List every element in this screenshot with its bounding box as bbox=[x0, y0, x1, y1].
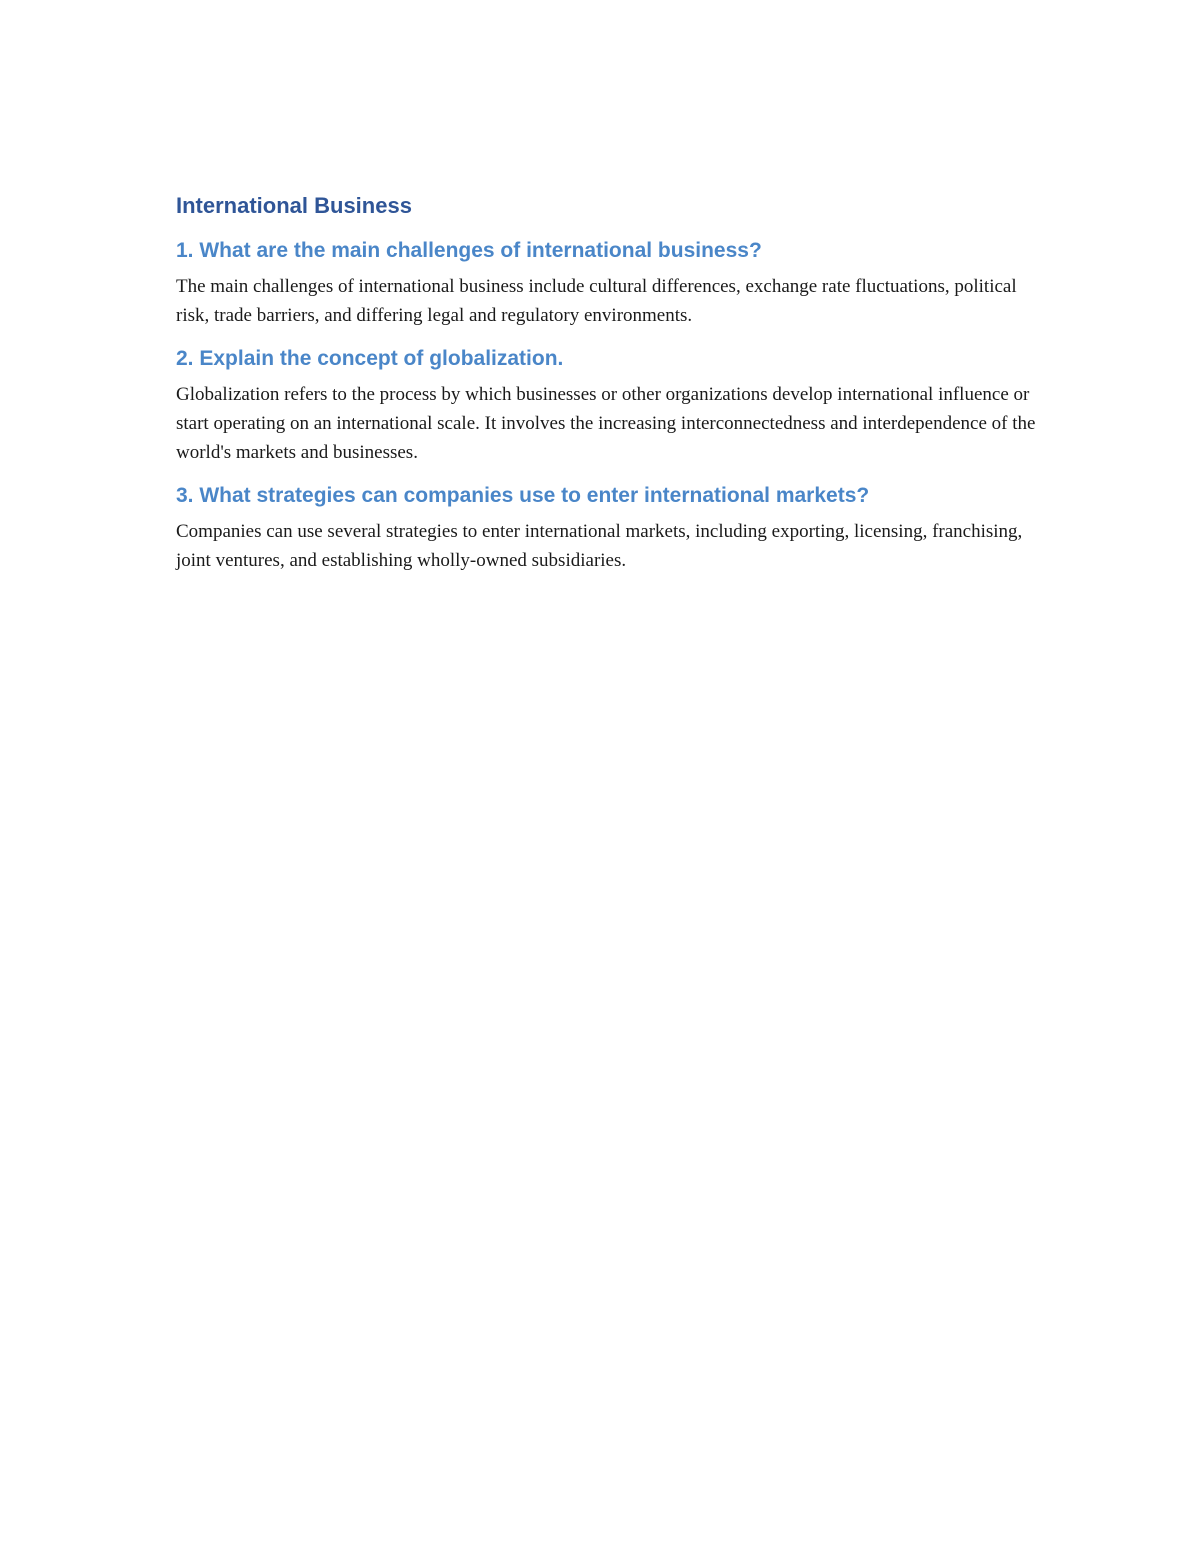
question-heading-2: 2. Explain the concept of globalization. bbox=[176, 347, 564, 370]
answer-paragraph-2: Globalization refers to the process by which businesses or other organizations develop international influence or start operating on an international scale. It involves the increasing interconnectedness and interdependence of the world's markets and businesses. bbox=[176, 384, 1036, 463]
document-content bbox=[176, 190, 1036, 575]
qa-section-3 bbox=[176, 481, 1036, 575]
question-heading-3: 3. What strategies can companies use to enter international markets? bbox=[176, 484, 870, 507]
question-heading-1: 1. What are the main challenges of international business? bbox=[176, 239, 762, 262]
answer-paragraph-3: Companies can use several strategies to enter international markets, including exporting, licensing, franchising, joint ventures, and establishing wholly-owned subsidiaries. bbox=[176, 521, 1023, 571]
answer-paragraph-1: The main challenges of international business include cultural differences, exchange rate fluctuations, political risk, trade barriers, and differing legal and regulatory environments. bbox=[176, 276, 1017, 326]
qa-section-1 bbox=[176, 236, 1036, 330]
document-title: International Business bbox=[176, 193, 412, 218]
qa-section-2 bbox=[176, 344, 1036, 467]
